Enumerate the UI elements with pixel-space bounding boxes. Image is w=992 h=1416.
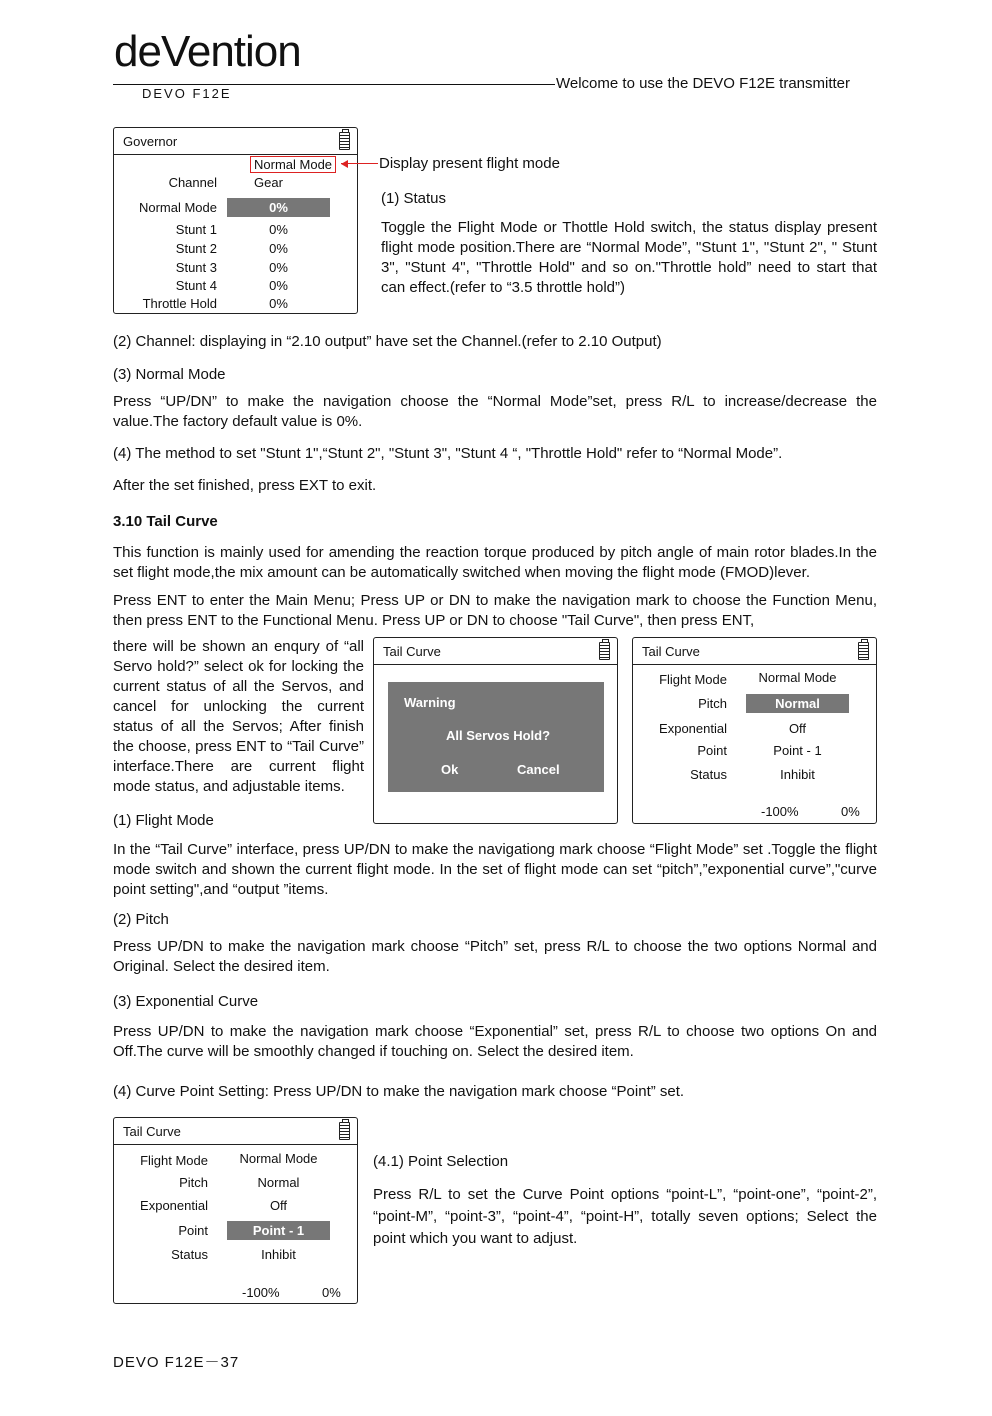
row-label: Throttle Hold (142, 296, 217, 311)
curve-left-value: -100% (242, 1285, 280, 1300)
cancel-button: Cancel (517, 762, 560, 777)
tail-curve-warning-screen (373, 637, 618, 824)
paragraph: (3) Exponential Curve (113, 993, 259, 1010)
header-welcome: Welcome to use the DEVO F12E transmitter (556, 75, 851, 92)
paragraph: After the set finished, press EXT to exit. (113, 477, 377, 494)
row-value: Off (269, 1198, 288, 1213)
row-label: Flight Mode (659, 672, 727, 687)
row-label: Point (697, 743, 727, 758)
paragraph: there will be shown an enqury of “all Servo hold?” select ok for locking the current status of all the Servos, and cancel for unlocking the current status of all the Servos; After finish the choose, press ENT to “Tail Curve” interface.There are current flight mode status, and adjustable items. (113, 638, 364, 795)
paragraph: Press UP/DN to make the navigation mark choose “Pitch” set, press R/L to choose the two options Normal and Original. Select the desired item. (113, 938, 877, 975)
row-value-selected: Normal (746, 694, 849, 713)
paragraph: (2) Pitch (113, 911, 169, 928)
screen-title: Governor (123, 134, 178, 149)
page-footer: DEVO F12E－37 (113, 1354, 240, 1371)
header-divider (113, 84, 555, 85)
row-value: Inhibit (780, 767, 815, 782)
warning-question: All Servos Hold? (446, 728, 551, 743)
row-value: 0% (269, 222, 288, 237)
devention-logo: deVention (114, 27, 301, 76)
paragraph: Press UP/DN to make the navigation mark choose “Exponential” set, press R/L to choose two options On and Off.The curve will be smoothly changed if touching on. Select the desired item. (113, 1023, 877, 1060)
paragraph: (4.1) Point Selection (373, 1153, 509, 1170)
battery-icon (599, 642, 610, 660)
paragraph: (4) Curve Point Setting: Press UP/DN to make the navigation mark choose “Point” set. (113, 1083, 685, 1100)
arrow-head-icon (341, 160, 348, 168)
paragraph: (4) The method to set "Stunt 1",“Stunt 2", "Stunt 3", "Stunt 4 “, "Throttle Hold" refer to “Normal Mode”. (113, 445, 783, 462)
row-value: Normal Mode (758, 670, 837, 685)
row-value: 0% (269, 296, 288, 311)
row-label: Stunt 1 (175, 222, 217, 237)
row-label: Stunt 4 (175, 278, 217, 293)
paragraph: (3) Normal Mode (113, 366, 226, 383)
tail-curve-point-screen (113, 1117, 358, 1304)
paragraph: (2) Channel: displaying in “2.10 output” have set the Channel.(refer to 2.10 Output) (113, 333, 662, 350)
paragraph: (1) Flight Mode (113, 812, 214, 829)
callout-text: Display present flight mode (379, 155, 560, 172)
curve-right-value: 0% (841, 804, 860, 819)
row-label: Pitch (698, 696, 727, 711)
screen-title: Tail Curve (642, 644, 700, 659)
row-value: Normal (257, 1175, 300, 1190)
row-value-selected: Point - 1 (227, 1221, 330, 1240)
screen-header (114, 128, 357, 155)
row-label: Exponential (140, 1198, 208, 1213)
row-value: Gear (254, 175, 283, 190)
row-label: Flight Mode (140, 1153, 208, 1168)
warning-title: Warning (404, 695, 456, 710)
status-text: Toggle the Flight Mode or Thottle Hold switch, the status display present flight mode position.There are “Normal Mode”, "Stunt 1", "Stunt 2", " Stunt 3", "Stunt 4", "Throttle Hold" and so on."Throttle hold” need to start that can effect.(refer to “3.5 throttle hold”) (381, 219, 877, 296)
paragraph: Press ENT to enter the Main Menu; Press UP or DN to make the navigation mark to choose the Function Menu, then press ENT to the Functional Menu. Press UP or DN to choose "Tail Curve", then press ENT, (113, 592, 877, 629)
screen-title: Tail Curve (123, 1124, 181, 1139)
row-value: Normal Mode (239, 1151, 318, 1166)
row-label: Point (178, 1223, 208, 1238)
battery-icon (339, 1122, 350, 1140)
row-label: Pitch (179, 1175, 208, 1190)
paragraph: Press “UP/DN” to make the navigation choose the “Normal Mode”set, press R/L to increase/decrease the value.The factory default value is 0%. (113, 393, 877, 430)
row-label: Exponential (659, 721, 727, 736)
row-value: 0% (269, 260, 288, 275)
row-value: Point - 1 (773, 743, 822, 758)
ok-button: Ok (441, 762, 459, 777)
flight-mode-indicator: Normal Mode (250, 156, 336, 173)
row-label: Channel (168, 175, 217, 190)
row-value-selected: 0% (227, 198, 330, 217)
tail-curve-screen (632, 637, 877, 824)
row-label: Status (171, 1247, 208, 1262)
row-label: Stunt 2 (175, 241, 217, 256)
paragraph: In the “Tail Curve” interface, press UP/DN to make the navigationg mark choose “Flight Mode” set .Toggle the flight mode switch and shown the current flight mode. In the set of flight mode can set “pitch”,”exponential curve”,"curve point setting",and “output ”items. (113, 841, 877, 898)
battery-icon (339, 132, 350, 150)
screen-title: Tail Curve (383, 644, 441, 659)
section-heading: 3.10 Tail Curve (113, 513, 218, 530)
paragraph: This function is mainly used for amending the reaction torque produced by pitch angle of main rotor blades.In the set flight mode,the mix amount can be automatically switched when moving the flight mode (FMOD)lever. (113, 544, 877, 581)
row-label: Status (690, 767, 727, 782)
status-heading: (1) Status (381, 190, 447, 207)
model-name: DEVO F12E (142, 86, 232, 101)
warning-dialog (388, 682, 604, 792)
row-value: 0% (269, 241, 288, 256)
row-label: Normal Mode (138, 200, 217, 215)
row-value: 0% (269, 278, 288, 293)
curve-right-value: 0% (322, 1285, 341, 1300)
battery-icon (858, 642, 869, 660)
governor-screen (113, 127, 358, 314)
paragraph: Press R/L to set the Curve Point options “point-L”, “point-one”, “point-2”, “point-M”, “point-3”, “point-4”, “point-H”, totally seven options; Select the point which you want to adjust. (373, 1186, 877, 1247)
row-value: Inhibit (261, 1247, 296, 1262)
curve-left-value: -100% (761, 804, 799, 819)
row-label: Stunt 3 (175, 260, 217, 275)
row-value: Off (788, 721, 807, 736)
